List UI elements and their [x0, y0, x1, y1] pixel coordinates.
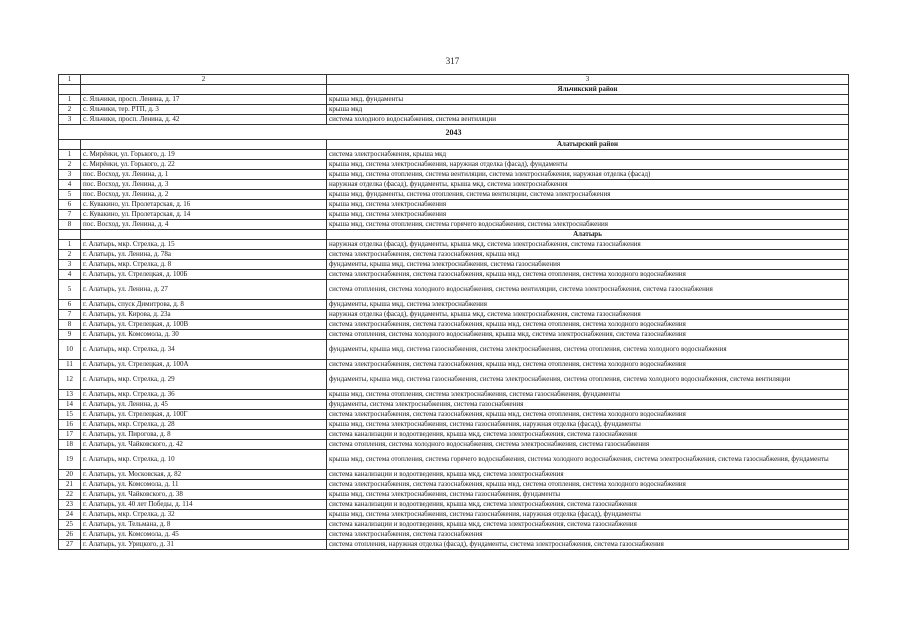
table-row	[59, 270, 849, 280]
table-row	[59, 170, 849, 180]
works-cell: система канализации и водоотведения, крыша мкд, система электроснабжения, система газоснабжения	[327, 520, 849, 530]
works-cell: крыша мкд, система электроснабжения, система газоснабжения, фундаменты	[327, 490, 849, 500]
row-number: 1	[59, 150, 81, 160]
works-cell: система отопления, система холодного водоснабжения, система электроснабжения, система газоснабжения	[327, 440, 849, 450]
row-number: 2	[59, 105, 81, 115]
column-number: 3	[327, 75, 849, 85]
table-row	[59, 540, 849, 550]
works-cell: фундаменты, крыша мкд, система газоснабжения, система электроснабжения, система отопления, система холодного водоснабжения	[327, 340, 849, 360]
row-number: 14	[59, 400, 81, 410]
address-cell: г. Алатырь, ул. Урицкого, д. 31	[81, 540, 327, 550]
row-number: 3	[59, 260, 81, 270]
works-cell: крыша мкд, система электроснабжения	[327, 200, 849, 210]
address-cell: г. Алатырь, мкр. Стрелка, д. 29	[81, 370, 327, 390]
table-row	[59, 330, 849, 340]
table-row	[59, 390, 849, 400]
address-cell: г. Алатырь, ул. Комсомола, д. 30	[81, 330, 327, 340]
address-cell: г. Алатырь, ул. Комсомола, д. 11	[81, 480, 327, 490]
row-number: 26	[59, 530, 81, 540]
table-row	[59, 190, 849, 200]
works-cell: система канализации и водоотведения, крыша мкд, система электроснабжения	[327, 470, 849, 480]
address-cell: г. Алатырь, мкр. Стрелка, д. 32	[81, 510, 327, 520]
row-number: 7	[59, 210, 81, 220]
address-cell: г. Алатырь, ул. Ленина, д. 45	[81, 400, 327, 410]
works-cell: система отопления, наружная отделка (фасад), фундаменты, система электроснабжения, система газоснабжения	[327, 540, 849, 550]
row-number: 15	[59, 410, 81, 420]
empty-cell	[81, 85, 327, 95]
table-row	[59, 480, 849, 490]
works-cell: крыша мкд, система отопления, система горячего водоснабжения, система холодного водоснабжения, система электроснабжения, система газоснабжения, фундаменты	[327, 450, 849, 470]
works-cell: система канализации и водоотведения, крыша мкд, система электроснабжения, система газоснабжения	[327, 430, 849, 440]
address-cell: с. Яльчики, просп. Ленина, д. 17	[81, 95, 327, 105]
row-number: 20	[59, 470, 81, 480]
row-number: 7	[59, 310, 81, 320]
address-cell: с. Мирёнки, ул. Горького, д. 22	[81, 160, 327, 170]
table-row	[59, 400, 849, 410]
address-cell: г. Алатырь, ул. Комсомола, д. 45	[81, 530, 327, 540]
works-cell: крыша мкд, система электроснабжения	[327, 210, 849, 220]
works-cell: крыша мкд, система отопления, система электроснабжения, система газоснабжения, фундаменты	[327, 390, 849, 400]
works-cell: фундаменты, крыша мкд, система газоснабжения, система электроснабжения, система отопления, система холодного водоснабжения, система вентиляции	[327, 370, 849, 390]
works-cell: система электроснабжения, система газоснабжения, крыша мкд, система отопления, система холодного водоснабжения	[327, 480, 849, 490]
address-cell: г. Алатырь, ул. Стрелецкая, д. 100В	[81, 320, 327, 330]
page-number: 317	[445, 56, 460, 66]
table-row	[59, 180, 849, 190]
works-cell: крыша мкд, фундаменты	[327, 95, 849, 105]
address-cell: г. Алатырь, мкр. Стрелка, д. 28	[81, 420, 327, 430]
address-cell: г. Алатырь, ул. Стрелецкая, д. 100Г	[81, 410, 327, 420]
row-number: 8	[59, 220, 81, 230]
table-row	[59, 150, 849, 160]
address-cell: г. Алатырь, ул. Кирова, д. 23а	[81, 310, 327, 320]
works-cell: крыша мкд, система отопления, система горячего водоснабжения, система электроснабжения	[327, 220, 849, 230]
table-row	[59, 160, 849, 170]
address-cell: г. Алатырь, ул. Московская, д. 82	[81, 470, 327, 480]
address-cell: г. Алатырь, мкр. Стрелка, д. 36	[81, 390, 327, 400]
district-header-row	[59, 140, 849, 150]
row-number: 18	[59, 440, 81, 450]
row-number: 27	[59, 540, 81, 550]
row-number: 8	[59, 320, 81, 330]
table-row	[59, 420, 849, 430]
table-row	[59, 200, 849, 210]
district-header-row	[59, 230, 849, 240]
works-cell: крыша мкд, система электроснабжения, система газоснабжения, наружная отделка (фасад), фундаменты	[327, 510, 849, 520]
row-number: 9	[59, 330, 81, 340]
address-cell: г. Алатырь, ул. Пирогова, д. 8	[81, 430, 327, 440]
address-cell: г. Алатырь, ул. Чайковского, д. 42	[81, 440, 327, 450]
address-cell: г. Алатырь, мкр. Стрелка, д. 15	[81, 240, 327, 250]
row-number: 17	[59, 430, 81, 440]
repair-program-table	[58, 74, 849, 550]
table-row	[59, 510, 849, 520]
row-number: 5	[59, 190, 81, 200]
works-cell: система электроснабжения, система газоснабжения, крыша мкд	[327, 250, 849, 260]
address-cell: с. Яльчики, тер. РТП, д. 3	[81, 105, 327, 115]
table-row	[59, 115, 849, 125]
row-number: 16	[59, 420, 81, 430]
row-number: 1	[59, 95, 81, 105]
row-number: 3	[59, 170, 81, 180]
works-cell: система отопления, система холодного водоснабжения, крыша мкд, система электроснабжения, система газоснабжения	[327, 330, 849, 340]
works-cell: система электроснабжения, система газоснабжения, крыша мкд, система отопления, система холодного водоснабжения	[327, 410, 849, 420]
works-cell: наружная отделка (фасад), фундаменты, крыша мкд, система электроснабжения, система газоснабжения	[327, 240, 849, 250]
works-cell: крыша мкд, система электроснабжения, наружная отделка (фасад), фундаменты	[327, 160, 849, 170]
table-row	[59, 340, 849, 360]
row-number: 3	[59, 115, 81, 125]
table-row	[59, 500, 849, 510]
works-cell: крыша мкд, система отопления, система вентиляции, система электроснабжения, наружная отделка (фасад)	[327, 170, 849, 180]
address-cell: г. Алатырь, ул. Стрелецкая, д. 100А	[81, 360, 327, 370]
works-cell: система электроснабжения, система газоснабжения	[327, 530, 849, 540]
works-cell: система электроснабжения, крыша мкд	[327, 150, 849, 160]
row-number: 13	[59, 390, 81, 400]
address-cell: г. Алатырь, ул. Стрелецкая, д. 100Б	[81, 270, 327, 280]
table-row	[59, 470, 849, 480]
works-cell: крыша мкд	[327, 105, 849, 115]
district-title: Алатырский район	[327, 140, 849, 150]
address-cell: пос. Восход, ул. Ленина, д. 4	[81, 220, 327, 230]
address-cell: пос. Восход, ул. Ленина, д. 2	[81, 190, 327, 200]
address-cell: с. Мирёнки, ул. Горького, д. 19	[81, 150, 327, 160]
empty-cell	[81, 230, 327, 240]
address-cell: г. Алатырь, мкр. Стрелка, д. 34	[81, 340, 327, 360]
row-number: 23	[59, 500, 81, 510]
row-number: 21	[59, 480, 81, 490]
row-number: 22	[59, 490, 81, 500]
year-header-row	[59, 125, 849, 140]
table-row	[59, 530, 849, 540]
table-row	[59, 250, 849, 260]
row-number: 11	[59, 360, 81, 370]
works-cell: система канализации и водоотведения, крыша мкд, система электроснабжения, система газоснабжения	[327, 500, 849, 510]
table-row	[59, 310, 849, 320]
works-cell: система электроснабжения, система газоснабжения, крыша мкд, система отопления, система холодного водоснабжения	[327, 320, 849, 330]
column-number: 1	[59, 75, 81, 85]
table-row	[59, 300, 849, 310]
row-number: 2	[59, 160, 81, 170]
empty-cell	[59, 230, 81, 240]
table-row	[59, 260, 849, 270]
row-number: 12	[59, 370, 81, 390]
address-cell: пос. Восход, ул. Ленина, д. 1	[81, 170, 327, 180]
row-number: 19	[59, 450, 81, 470]
row-number: 10	[59, 340, 81, 360]
works-cell: система электроснабжения, система газоснабжения, крыша мкд, система отопления, система холодного водоснабжения	[327, 360, 849, 370]
row-number: 24	[59, 510, 81, 520]
address-cell: с. Яльчики, просп. Ленина, д. 42	[81, 115, 327, 125]
works-cell: система электроснабжения, система газоснабжения, крыша мкд, система отопления, система холодного водоснабжения	[327, 270, 849, 280]
works-cell: наружная отделка (фасад), фундаменты, крыша мкд, система электроснабжения	[327, 180, 849, 190]
row-number: 1	[59, 240, 81, 250]
works-cell: крыша мкд, фундаменты, система отопления, система вентиляции, система электроснабжения	[327, 190, 849, 200]
table-row	[59, 210, 849, 220]
table-row	[59, 360, 849, 370]
address-cell: г. Алатырь, мкр. Стрелка, д. 10	[81, 450, 327, 470]
address-cell: с. Кувакино, ул. Пролетарская, д. 16	[81, 200, 327, 210]
row-number: 25	[59, 520, 81, 530]
address-cell: г. Алатырь, ул. Чайковского, д. 38	[81, 490, 327, 500]
row-number: 4	[59, 270, 81, 280]
table-row	[59, 105, 849, 115]
table-row	[59, 520, 849, 530]
works-cell: фундаменты, система электроснабжения, система газоснабжения	[327, 400, 849, 410]
district-title: Алатырь	[327, 230, 849, 240]
works-cell: фундаменты, крыша мкд, система электроснабжения	[327, 300, 849, 310]
address-cell: г. Алатырь, ул. Тельмана, д. 8	[81, 520, 327, 530]
table-row	[59, 240, 849, 250]
table-row	[59, 490, 849, 500]
district-title: Яльчикский район	[327, 85, 849, 95]
row-number: 6	[59, 300, 81, 310]
table-row	[59, 95, 849, 105]
table-row	[59, 440, 849, 450]
table-row	[59, 410, 849, 420]
empty-cell	[59, 140, 81, 150]
empty-cell	[81, 140, 327, 150]
address-cell: г. Алатырь, ул. 40 лет Победы, д. 114	[81, 500, 327, 510]
row-number: 6	[59, 200, 81, 210]
address-cell: г. Алатырь, ул. Ленина, д. 78а	[81, 250, 327, 260]
table-row	[59, 280, 849, 300]
table-row	[59, 370, 849, 390]
row-number: 5	[59, 280, 81, 300]
address-cell: г. Алатырь, спуск Димитрова, д. 8	[81, 300, 327, 310]
table-row	[59, 220, 849, 230]
row-number: 4	[59, 180, 81, 190]
table-row	[59, 450, 849, 470]
works-cell: система отопления, система холодного водоснабжения, система вентиляции, система электроснабжения, система газоснабжения	[327, 280, 849, 300]
address-cell: г. Алатырь, ул. Ленина, д. 27	[81, 280, 327, 300]
table-row	[59, 320, 849, 330]
works-cell: система холодного водоснабжения, система вентиляции	[327, 115, 849, 125]
works-cell: фундаменты, крыша мкд, система электроснабжения, система газоснабжения	[327, 260, 849, 270]
address-cell: г. Алатырь, мкр. Стрелка, д. 8	[81, 260, 327, 270]
address-cell: с. Кувакино, ул. Пролетарская, д. 14	[81, 210, 327, 220]
row-number: 2	[59, 250, 81, 260]
year-title: 2043	[59, 125, 849, 140]
address-cell: пос. Восход, ул. Ленина, д. 3	[81, 180, 327, 190]
empty-cell	[59, 85, 81, 95]
works-cell: наружная отделка (фасад), фундаменты, крыша мкд, система электроснабжения, система газоснабжения	[327, 310, 849, 320]
works-cell: крыша мкд, система электроснабжения, система газоснабжения, наружная отделка (фасад), фундаменты	[327, 420, 849, 430]
table-row	[59, 430, 849, 440]
district-header-row	[59, 85, 849, 95]
column-number: 2	[81, 75, 327, 85]
column-number-row	[59, 75, 849, 85]
